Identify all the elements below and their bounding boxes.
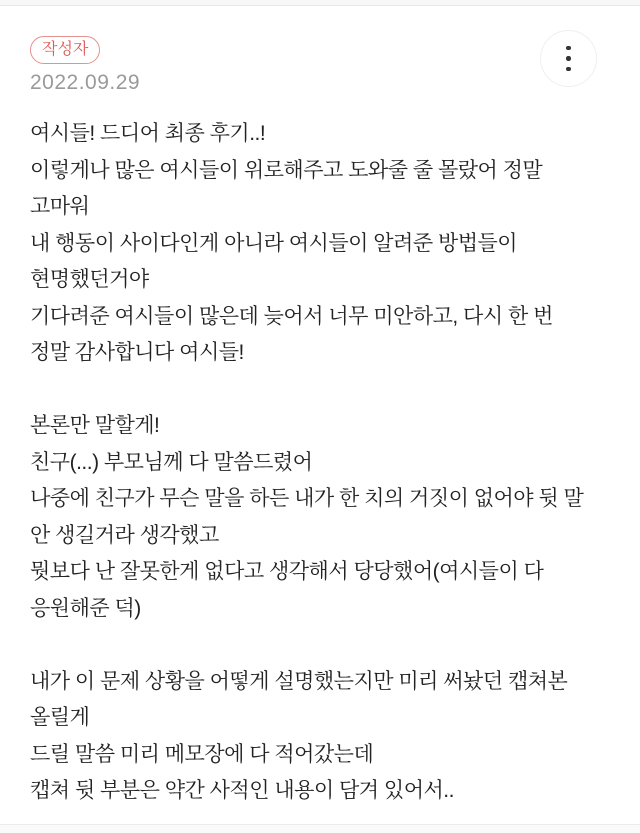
post-text-line: 정말 감사합니다 여시들! [30, 341, 244, 365]
post-text-line [30, 627, 610, 664]
post-text-line: 응원해준 덕) [30, 596, 141, 620]
post-text-line: 드릴 말씀 미리 메모장에 다 적어갔는데 [30, 742, 374, 766]
post-date: 2022.09.29 [30, 71, 141, 95]
post-text-line: 나중에 친구가 무슨 말을 하든 내가 한 치의 거짓이 없어야 뒷 말 [30, 487, 584, 511]
bottom-edge-divider [0, 824, 640, 833]
post-text-line: 캡쳐 뒷 부분은 약간 사적인 내용이 담겨 있어서.. [30, 779, 454, 803]
post-text-line: 여시들! 드디어 최종 후기..! [30, 122, 266, 146]
post-text-line [30, 372, 610, 409]
post-text-line: 친구(...) 부모님께 다 말씀드렸어 [30, 450, 313, 474]
post-text-line: 뭣보다 난 잘못한게 없다고 생각해서 당당했어(여시들이 다 [30, 560, 544, 584]
post-text-line: 고마워 [30, 195, 90, 219]
kebab-menu-icon [566, 46, 571, 72]
post-text-line: 올릴게 [30, 706, 90, 730]
post-text-line: 안 생길거라 생각했고 [30, 523, 219, 547]
post-text-line: 현명했던거야 [30, 268, 149, 292]
post-header [30, 0, 610, 95]
post-text-line: 이렇게나 많은 여시들이 위로해주고 도와줄 줄 몰랐어 정말 [30, 158, 543, 182]
post-text-line: 내가 이 문제 상황을 어떻게 설명했는지만 미리 써놨던 캡쳐본 [30, 669, 568, 693]
post-text-line: 내 행동이 사이다인게 아니라 여시들이 알려준 방법들이 [30, 231, 518, 255]
post-text-line: 기다려준 여시들이 많은데 늦어서 너무 미안하고, 다시 한 번 [30, 304, 553, 328]
post-body [30, 116, 610, 810]
more-options-button[interactable] [540, 30, 597, 87]
author-badge: 작성자 [30, 36, 100, 64]
post-text-line: 본론만 말할게! [30, 414, 160, 438]
